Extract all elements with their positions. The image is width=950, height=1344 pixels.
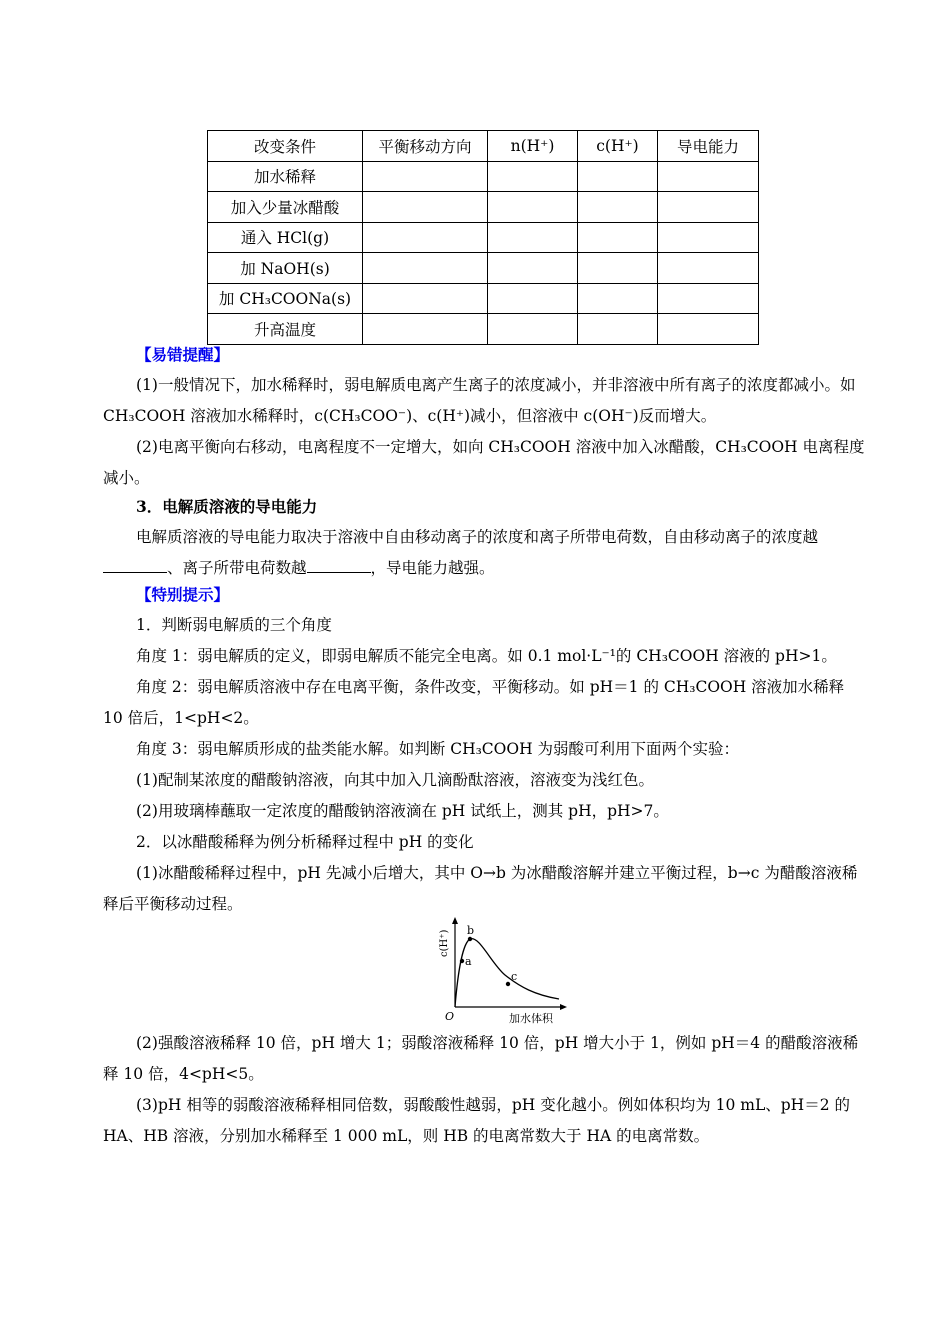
tip-line: 角度 1：弱电解质的定义，即弱电解质不能完全电离。如 0.1 mol·L⁻¹的 CH₃COOH 溶液的 pH>1。 bbox=[136, 647, 837, 665]
tip-line: 2．以冰醋酸稀释为例分析稀释过程中 pH 的变化 bbox=[136, 833, 474, 851]
header-cell: n(H⁺) bbox=[488, 131, 578, 162]
text: 电解质溶液的导电能力取决于溶液中自由移动离子的浓度和离子所带电荷数，自由移动离子的浓度越 bbox=[136, 528, 819, 546]
section-paragraph bbox=[103, 522, 865, 584]
point-b-label: b bbox=[467, 924, 475, 937]
table-row bbox=[208, 283, 759, 314]
dilution-curve-figure bbox=[425, 915, 570, 1025]
error-tip-section bbox=[103, 339, 865, 494]
dilution-notes bbox=[103, 1028, 865, 1152]
point-b bbox=[468, 937, 472, 941]
note-paragraph: (2)强酸溶液稀释 10 倍，pH 增大 1；弱酸溶液稀释 10 倍，pH 增大小于 1，例如 pH＝4 的醋酸溶液稀释 10 倍，4<pH<5。 bbox=[103, 1034, 859, 1083]
fill-blank[interactable] bbox=[307, 558, 371, 573]
header-cell: 导电能力 bbox=[658, 131, 759, 162]
point-c bbox=[506, 982, 510, 986]
row-label: 通入 HCl(g) bbox=[208, 222, 363, 253]
special-tip-title: 【特别提示】 bbox=[136, 585, 230, 604]
note-paragraph: (3)pH 相等的弱酸溶液稀释相同倍数，弱酸酸性越弱，pH 变化越小。例如体积均为 10 mL、pH＝2 的 HA、HB 溶液，分别加水稀释至 1 000 mL，则 HB 的电离常数大于 HA 的电离常数。 bbox=[103, 1096, 850, 1145]
row-label: 升高温度 bbox=[208, 314, 363, 345]
table-row bbox=[208, 192, 759, 223]
tip-line: 角度 3：弱电解质形成的盐类能水解。如判断 CH₃COOH 为弱酸可利用下面两个实验： bbox=[136, 740, 740, 758]
point-a bbox=[460, 959, 464, 963]
tip-line: (1)配制某浓度的醋酸钠溶液，向其中加入几滴酚酞溶液，溶液变为浅红色。 bbox=[136, 771, 654, 789]
row-label: 加 NaOH(s) bbox=[208, 253, 363, 284]
table-row bbox=[208, 253, 759, 284]
tip-line: 角度 2：弱电解质溶液中存在电离平衡，条件改变，平衡移动。如 pH＝1 的 CH₃COOH 溶液加水稀释 10 倍后，1<pH<2。 bbox=[103, 678, 845, 727]
table-row bbox=[208, 222, 759, 253]
row-label: 加水稀释 bbox=[208, 161, 363, 192]
point-c-label: c bbox=[511, 970, 518, 983]
y-axis-arrow bbox=[452, 917, 458, 924]
origin-label: O bbox=[445, 1010, 455, 1023]
header-cell: 改变条件 bbox=[208, 131, 363, 162]
error-tip-title: 【易错提醒】 bbox=[136, 345, 230, 364]
text: 、离子所带电荷数越 bbox=[167, 559, 307, 577]
table-header-row bbox=[208, 131, 759, 162]
point-a-label: a bbox=[465, 955, 472, 968]
fill-blank[interactable] bbox=[103, 558, 167, 573]
conductivity-section bbox=[103, 491, 865, 584]
tip-line: (2)用玻璃棒蘸取一定浓度的醋酸钠溶液滴在 pH 试纸上，测其 pH，pH>7。 bbox=[136, 802, 669, 820]
row-label: 加入少量冰醋酸 bbox=[208, 192, 363, 223]
row-label: 加 CH₃COONa(s) bbox=[208, 283, 363, 314]
equilibrium-table bbox=[207, 130, 759, 345]
concentration-curve bbox=[455, 939, 559, 1007]
header-cell: 平衡移动方向 bbox=[363, 131, 488, 162]
x-axis-arrow bbox=[560, 1004, 567, 1010]
tip-line: 1．判断弱电解质的三个角度 bbox=[136, 616, 332, 634]
y-axis-label: c(H⁺) bbox=[439, 929, 450, 957]
x-axis-label: 加水体积 bbox=[509, 1012, 553, 1025]
table-row bbox=[208, 161, 759, 192]
error-tip-paragraph: (2)电离平衡向右移动，电离程度不一定增大，如向 CH₃COOH 溶液中加入冰醋酸，CH₃COOH 电离程度减小。 bbox=[103, 438, 865, 487]
tip-line: (1)冰醋酸稀释过程中，pH 先减小后增大，其中 O→b 为冰醋酸溶解并建立平衡过程，b→c 为醋酸溶液稀释后平衡移动过程。 bbox=[103, 864, 858, 913]
text: ，导电能力越强。 bbox=[370, 559, 495, 577]
error-tip-paragraph: (1)一般情况下，加水稀释时，弱电解质电离产生离子的浓度减小，并非溶液中所有离子的浓度都减小。如 CH₃COOH 溶液加水稀释时，c(CH₃COO⁻)、c(H⁺)减小，但溶液中 c(OH⁻)反而增大。 bbox=[103, 376, 856, 425]
header-cell: c(H⁺) bbox=[578, 131, 658, 162]
special-tip-section bbox=[103, 579, 865, 920]
section-heading: 3．电解质溶液的导电能力 bbox=[136, 497, 318, 516]
